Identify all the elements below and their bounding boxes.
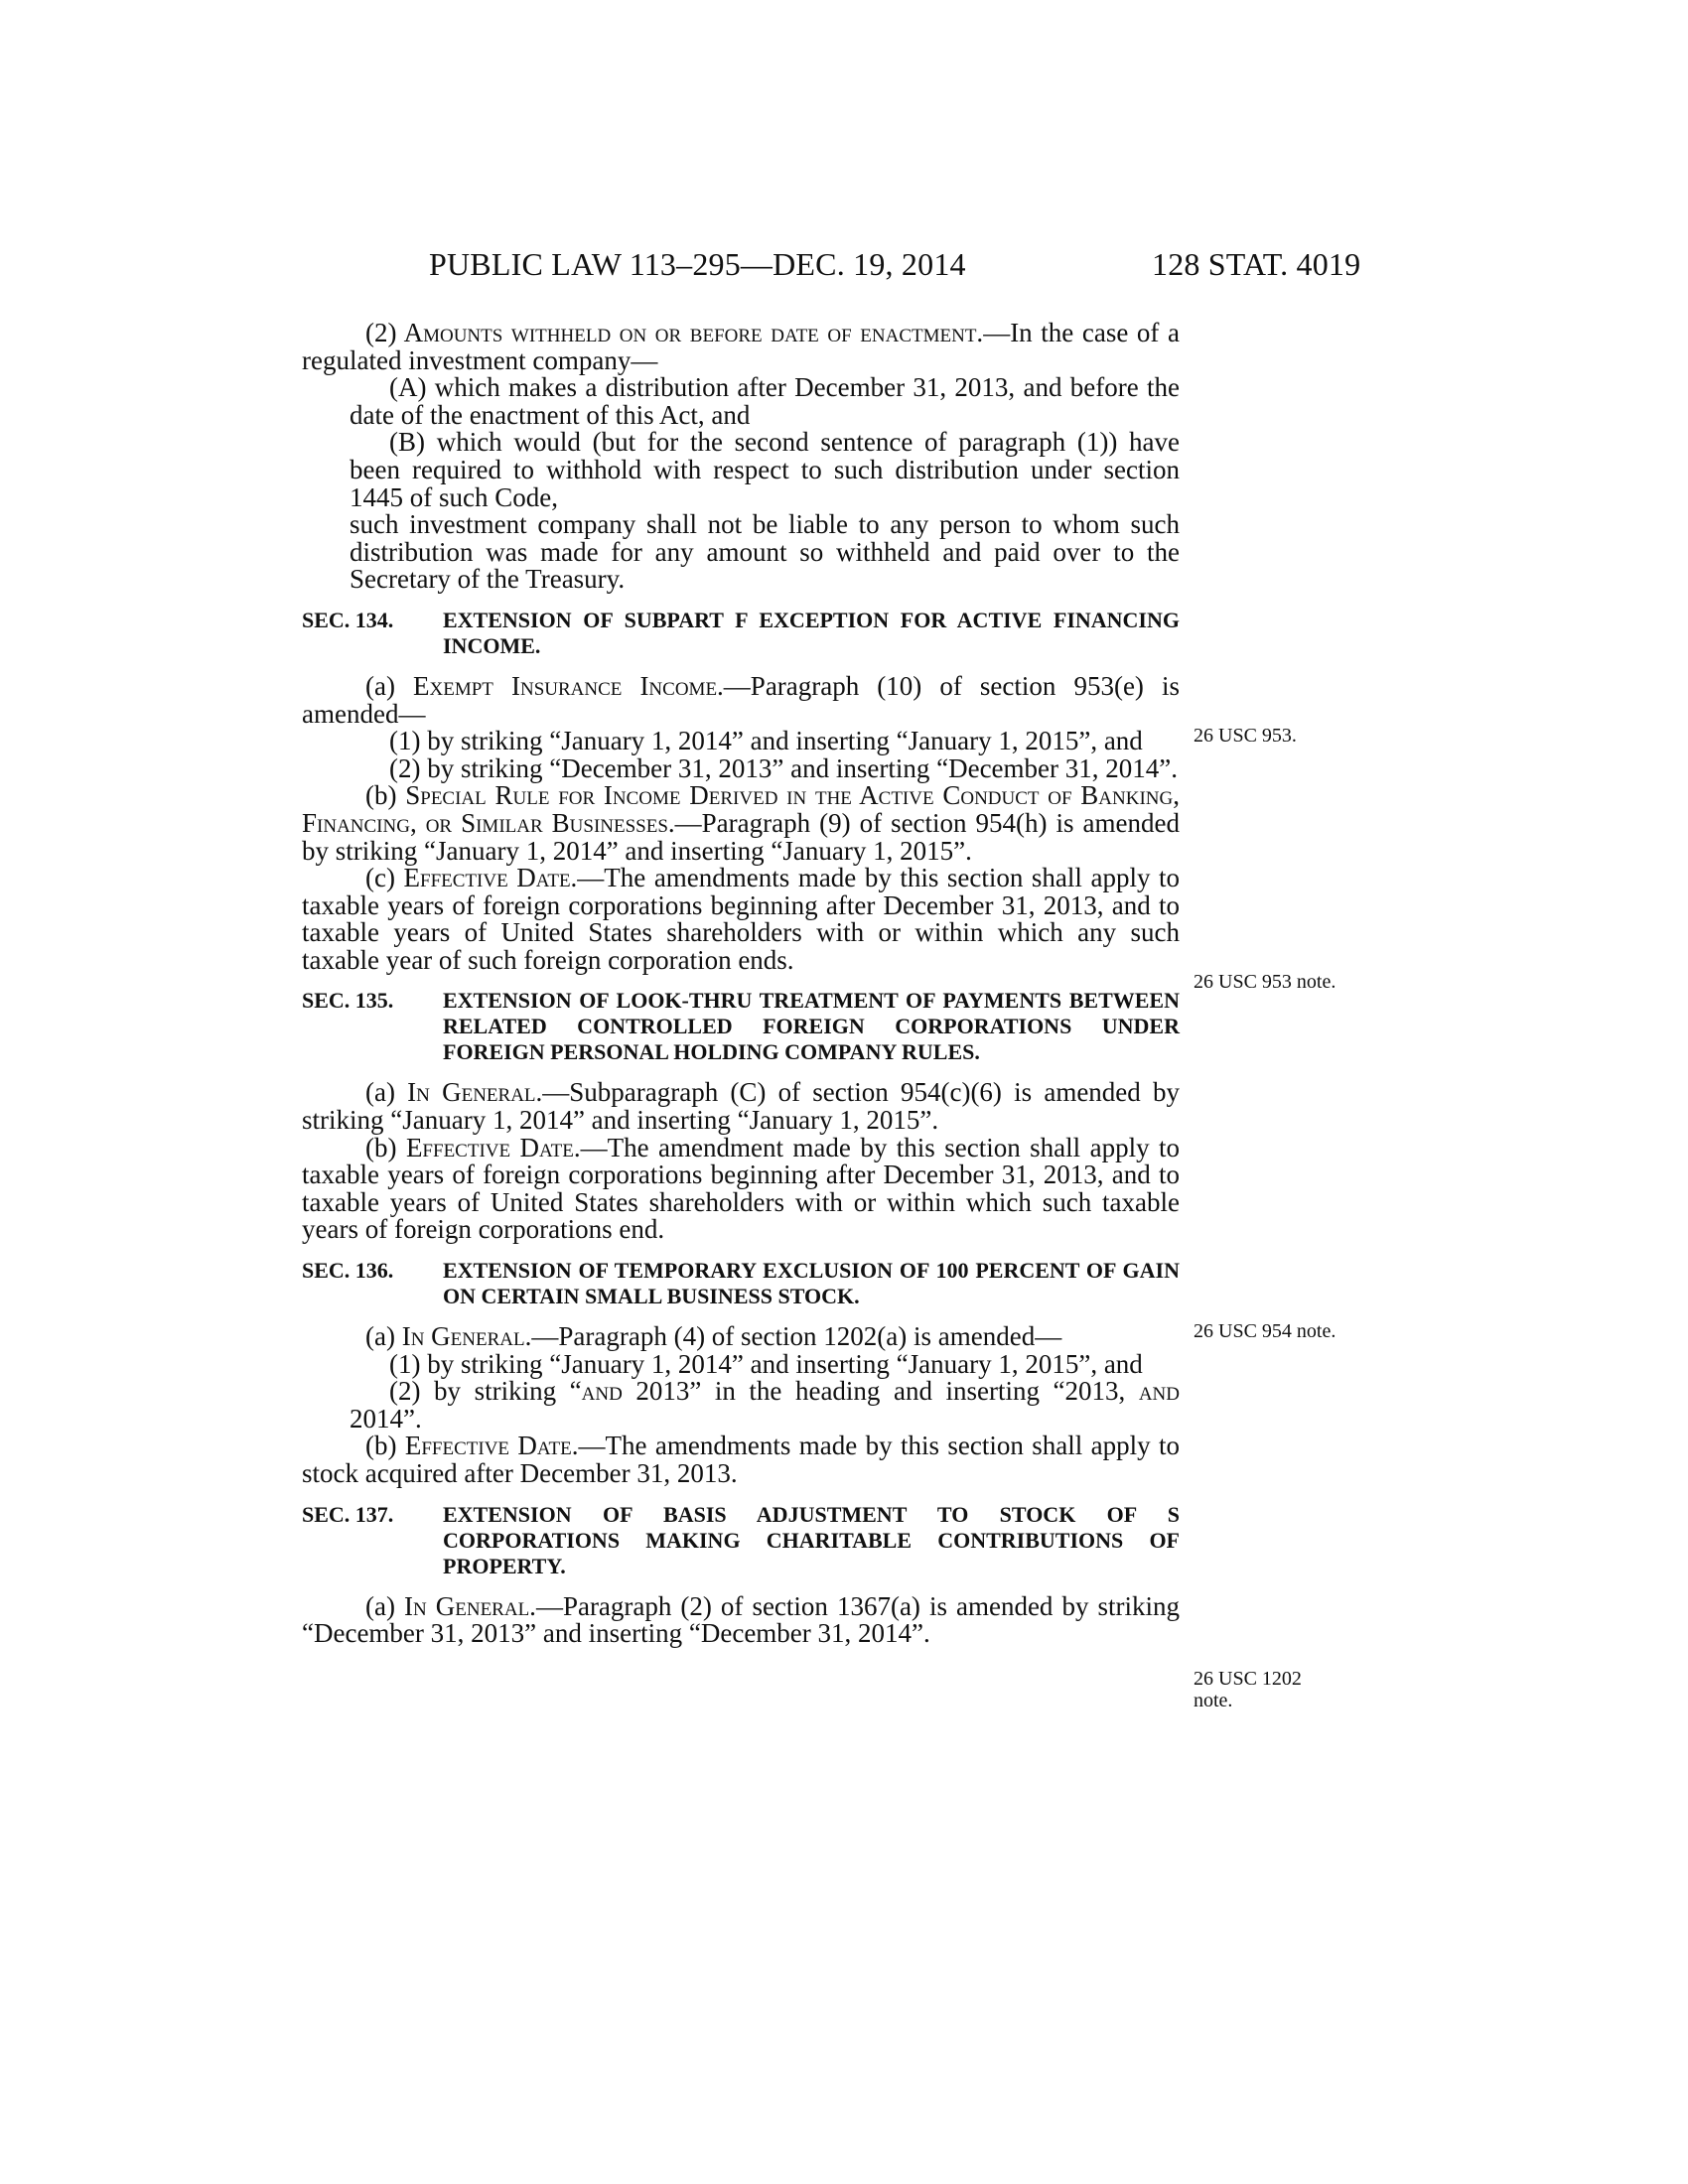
section-number: SEC. 137. [302,1501,394,1527]
running-header-page-number: 128 STAT. 4019 [1152,246,1361,282]
subsection-heading: Exempt Insurance Income. [413,670,724,701]
subsection-text: —The amendments made by this section shall apply to stock acquired after December 31, 2013. [302,1431,1180,1488]
subsection-label: (b) [365,1132,397,1162]
paragraph-134-a-1: (1) by striking “January 1, 2014” and inserting “January 1, 2015”, and [389,726,1143,756]
margin-note-26-usc-954-note: 26 USC 954 note. [1194,1320,1336,1342]
subsection-heading: In General. [401,1321,532,1352]
subsection-label: (a) [365,1590,395,1621]
text-run: ”. [403,1403,422,1433]
subsection-137-a [302,1590,1180,1649]
document-body [302,320,1180,1648]
subsection-135-b [302,1132,1181,1245]
subsection-heading: Effective Date. [404,1431,579,1461]
subsection-heading: Effective Date. [405,1132,581,1162]
flush-paragraph: such investment company shall not be liable to any person to whom such distribution was made for any amount so withheld and paid over to the Secretary of the Treasury. [350,509,1180,595]
subsection-label: (b) [365,1431,397,1461]
running-header-title: PUBLIC LAW 113–295—DEC. 19, 2014 [429,246,966,282]
margin-note-line: 26 USC 1202 [1194,1668,1302,1690]
subsection-text: —The amendments made by this section shall apply to taxable years of foreign corporations beginning after December 31, 2013, and to taxable years of United States shareholders with or within which any such taxable year of such foreign corporation ends. [302,863,1180,975]
paragraph-136-a-2 [302,1378,1180,1433]
small-caps-run: 2013, and 2014 [350,1376,1180,1433]
subsection-136-b [302,1433,1180,1487]
paragraph-136-a-1: (1) by striking “January 1, 2014” and inserting “January 1, 2015”, and [389,1348,1143,1379]
subsection-134-c [302,865,1180,974]
subsection-134-b [302,782,1180,865]
subparagraph-a: (A) which makes a distribution after December 31, 2013, and before the date of the enactment of this Act, and [350,372,1180,430]
subsection-text: —Paragraph (9) of section 954(h) is amended by striking “January 1, 2014” and inserting “January 1, 2015”. [302,807,1180,866]
section-number: SEC. 134. [302,607,394,632]
paragraph-amounts-withheld [302,320,1180,374]
section-heading-135 [302,988,1180,1065]
subsection-label: (b) [365,780,397,811]
subsection-text: —Subparagraph (C) of section 954(c)(6) is amended by striking “January 1, 2014” and inserting “January 1, 2015”. [302,1077,1180,1136]
subsection-text: —The amendment made by this section shall apply to taxable years of foreign corporations beginning after December 31, 2013, and to taxable years of United States shareholders with or within which such taxable years of foreign corporations end. [302,1132,1181,1245]
subsection-136-a [302,1323,1180,1351]
subparagraph-b: (B) which would (but for the second sentence of paragraph (1)) have been required to withhold with respect to such distribution under section 1445 of such Code, [350,427,1180,512]
paragraph-heading: (2) Amounts withheld on or before date of enactment. [365,318,984,347]
section-number: SEC. 135. [302,988,394,1014]
section-heading-136 [302,1258,1180,1309]
subsection-135-a [302,1079,1180,1134]
text-run: (2) by striking “ [389,1376,582,1407]
paragraph-text: —In the case of a regulated investment company— [302,318,1180,375]
section-title: EXTENSION OF LOOK-THRU TREATMENT OF PAYMENTS BETWEEN RELATED CONTROLLED FOREIGN CORPORATIONS UNDER FOREIGN PERSONAL HOLDING COMPANY RULES. [443,988,1180,1065]
section-title: EXTENSION OF TEMPORARY EXCLUSION OF 100 PERCENT OF GAIN ON CERTAIN SMALL BUSINESS STOCK. [443,1258,1180,1309]
section-number: SEC. 136. [302,1258,394,1284]
subsection-label: (a) [365,670,395,701]
subsection-text: —Paragraph (4) of section 1202(a) is amended— [531,1321,1062,1352]
subsection-label: (c) [365,863,395,893]
margin-note-26-usc-953-note: 26 USC 953 note. [1194,971,1336,993]
section-heading-134 [302,608,1180,659]
margin-note-26-usc-953: 26 USC 953. [1194,725,1297,747]
subsection-134-a [302,670,1180,729]
paragraph-134-a-2: (2) by striking “December 31, 2013” and inserting “December 31, 2014”. [389,752,1178,783]
margin-note-26-usc-1202-note [1194,1668,1302,1711]
subsection-text: —Paragraph (2) of section 1367(a) is amended by striking “December 31, 2013” and inserting “December 31, 2014”. [302,1590,1180,1649]
subsection-heading: Effective Date. [403,863,578,893]
subsection-heading: Special Rule for Income Derived in the Active Conduct of Banking, Financing, or Similar Businesses. [302,780,1180,838]
text-run: ” in the heading and inserting “ [689,1376,1065,1407]
margin-note-line: note. [1194,1690,1233,1711]
section-title: EXTENSION OF SUBPART F EXCEPTION FOR ACTIVE FINANCING INCOME. [443,607,1180,658]
subsection-text: —Paragraph (10) of section 953(e) is amended— [302,670,1180,729]
subsection-heading: In General. [407,1077,543,1108]
subsection-label: (a) [365,1321,395,1352]
section-heading-137 [302,1502,1180,1579]
subsection-label: (a) [365,1077,395,1108]
section-title: EXTENSION OF BASIS ADJUSTMENT TO STOCK OF S CORPORATIONS MAKING CHARITABLE CONTRIBUTIONS OF PROPERTY. [443,1501,1180,1578]
subsection-heading: In General. [404,1590,536,1621]
small-caps-run: and 2013 [581,1376,690,1407]
